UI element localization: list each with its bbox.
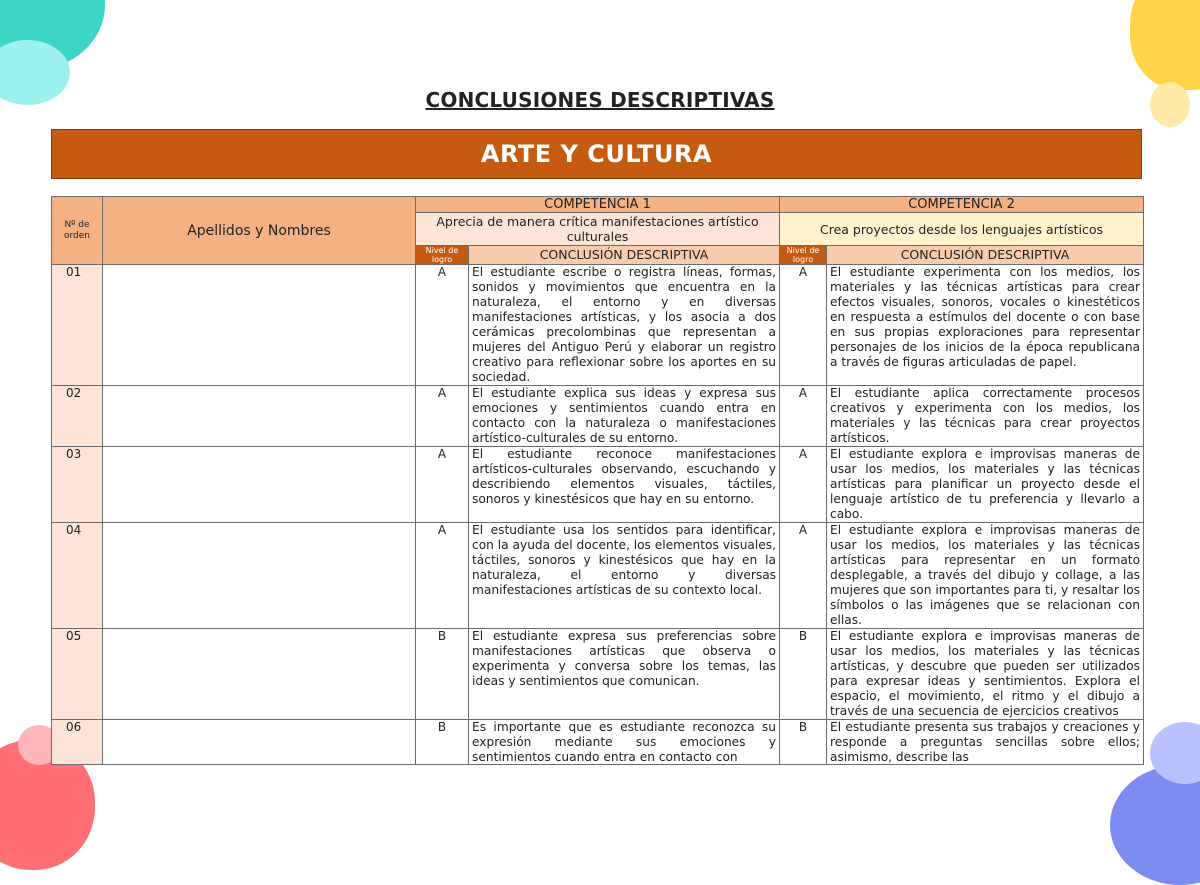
- level-c2: A: [780, 386, 827, 447]
- names-header: Apellidos y Nombres: [103, 197, 416, 265]
- nivel-logro-header-2: Nivel de logro: [780, 246, 827, 265]
- level-c2: A: [780, 447, 827, 523]
- student-name: [103, 523, 416, 629]
- subject-banner: ARTE Y CULTURA: [51, 129, 1142, 179]
- row-number: 01: [52, 265, 103, 386]
- table-row: [52, 720, 1144, 765]
- conclusion-c1-text: Es importante que es estudiante reconozca su expresión mediante sus emociones y sentimientos cuando entra en contacto con: [472, 720, 777, 764]
- conclusion-header-1: CONCLUSIÓN DESCRIPTIVA: [469, 246, 780, 265]
- student-name: [103, 447, 416, 523]
- table-row: [52, 386, 1144, 447]
- table-row: [52, 523, 1144, 629]
- student-name: [103, 629, 416, 720]
- student-name: [103, 720, 416, 765]
- level-c1: A: [416, 265, 469, 386]
- row-number: 03: [52, 447, 103, 523]
- decor-blob-yellow: [1130, 0, 1200, 90]
- competencia2-header: COMPETENCIA 2: [780, 197, 1144, 213]
- level-c2: B: [780, 720, 827, 765]
- level-c2: A: [780, 523, 827, 629]
- student-name: [103, 265, 416, 386]
- conclusion-c1: El estudiante escribe o registra líneas, formas, sonidos y movimientos que encuentra en la naturaleza, el entorno y en diversas manifestaciones artísticas, y los asocia a dos cerámicas precolombinas que representan a mujeres del Antiguo Perú y elaborar un registro creativo para reflexionar sobre los aportes en su sociedad.: [469, 265, 780, 386]
- conclusion-c2-text: El estudiante presenta sus trabajos y creaciones y responde a preguntas sencillas sobre ellos; asimismo, describe las: [830, 720, 1141, 764]
- conclusions-table: [51, 196, 1144, 765]
- level-c1: B: [416, 720, 469, 765]
- level-c1: A: [416, 386, 469, 447]
- competencia1-description: Aprecia de manera crítica manifestaciones artístico culturales: [416, 213, 780, 246]
- conclusion-c2: El estudiante explora e improvisas maneras de usar los medios, los materiales y las técnicas artísticas, y descubre que pueden ser utilizados para expresar ideas y sentimientos. Explora el espacio, el movimiento, el ritmo y el dibujo a través de una secuencia de ejercicios creativos: [827, 629, 1144, 720]
- row-number: 02: [52, 386, 103, 447]
- conclusion-c1: El estudiante expresa sus preferencias sobre manifestaciones artísticas que observa o experimenta y conversa sobre los temas, las ideas y sentimientos que comunican.: [469, 629, 780, 720]
- row-number: 06: [52, 720, 103, 765]
- competencia1-header: COMPETENCIA 1: [416, 197, 780, 213]
- level-c1: B: [416, 629, 469, 720]
- order-number-header: Nº de orden: [52, 197, 103, 265]
- page-title: CONCLUSIONES DESCRIPTIVAS: [425, 88, 775, 112]
- conclusion-c1: El estudiante reconoce manifestaciones artísticos-culturales observando, escuchando y describiendo elementos visuales, táctiles, sonoros y kinestésicos que hay en su entorno.: [469, 447, 780, 523]
- level-c1: A: [416, 523, 469, 629]
- conclusion-header-2: CONCLUSIÓN DESCRIPTIVA: [827, 246, 1144, 265]
- conclusion-c2: El estudiante explora e improvisas maneras de usar los medios, los materiales y las técnicas artísticas para planificar un proyecto desde el lenguaje artístico de tu preferencia y llevarlo a cabo.: [827, 447, 1144, 523]
- row-number: 04: [52, 523, 103, 629]
- level-c2: B: [780, 629, 827, 720]
- table-row: [52, 447, 1144, 523]
- conclusion-c2: [827, 720, 1144, 765]
- conclusion-c2: El estudiante explora e improvisas maneras de usar los medios, los materiales y las técnicas artísticas para representar en un formato desplegable, a través del dibujo y collage, a las mujeres que son importantes para ti, y resaltar los símbolos o las imágenes que se relacionan con ellas.: [827, 523, 1144, 629]
- conclusion-c1: El estudiante explica sus ideas y expresa sus emociones y sentimientos cuando entra en contacto con la naturaleza o manifestaciones artístico-culturales de su entorno.: [469, 386, 780, 447]
- nivel-logro-header-1: Nivel de logro: [416, 246, 469, 265]
- level-c1: A: [416, 447, 469, 523]
- conclusion-c1: El estudiante usa los sentidos para identificar, con la ayuda del docente, los elementos visuales, táctiles, sonoros y kinestésicos que hay en la naturaleza, el entorno y diversas manifestaciones artísticas de su contexto local.: [469, 523, 780, 629]
- conclusion-c1: [469, 720, 780, 765]
- table-row: [52, 629, 1144, 720]
- table-row: [52, 265, 1144, 386]
- row-number: 05: [52, 629, 103, 720]
- competencia2-description: Crea proyectos desde los lenguajes artísticos: [780, 213, 1144, 246]
- conclusion-c2: El estudiante aplica correctamente procesos creativos y experimenta con los medios, los materiales y las técnicas para crear proyectos artísticos.: [827, 386, 1144, 447]
- conclusion-c2: El estudiante experimenta con los medios, los materiales y las técnicas artísticas para crear efectos visuales, sonoros, vocales o kinestéticos en respuesta a estímulos del docente o con base en sus propias exploraciones para representar personajes de los inicios de la época republicana a través de figuras articuladas de papel.: [827, 265, 1144, 386]
- student-name: [103, 386, 416, 447]
- level-c2: A: [780, 265, 827, 386]
